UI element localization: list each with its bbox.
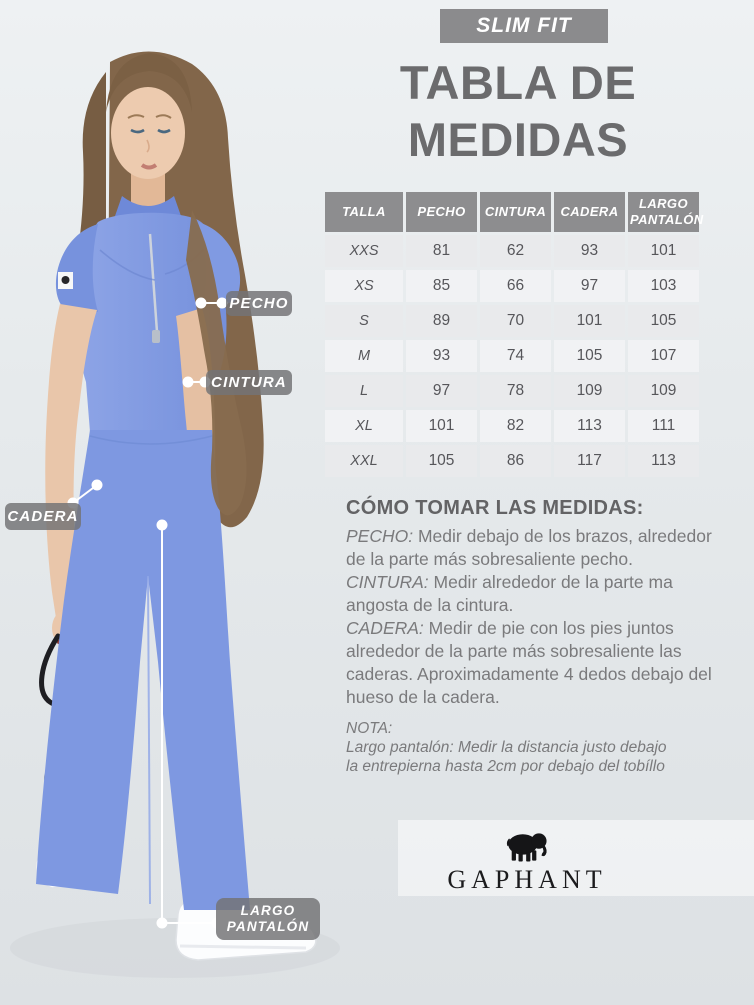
measure-tag-largo-line1: LARGO [240, 903, 296, 918]
size-table-header-row [325, 192, 699, 232]
col-header-talla: TALLA [325, 192, 403, 232]
value-cell: 113 [554, 410, 625, 442]
size-cell: XXL [325, 445, 403, 477]
instructions-heading: CÓMO TOMAR LAS MEDIDAS: [346, 497, 644, 519]
instruction-cadera [346, 617, 726, 709]
value-cell: 81 [406, 235, 477, 267]
value-cell: 101 [554, 305, 625, 337]
size-row-xxs [325, 235, 699, 267]
size-cell: L [325, 375, 403, 407]
value-cell: 66 [480, 270, 551, 302]
value-cell: 101 [628, 235, 699, 267]
value-cell: 70 [480, 305, 551, 337]
value-cell: 89 [406, 305, 477, 337]
size-table-body [325, 235, 699, 477]
size-table [322, 189, 702, 480]
note-line2: la entrepierna hasta 2cm por debajo del tobíllo [346, 758, 665, 775]
col-header-pecho: PECHO [406, 192, 477, 232]
value-cell: 105 [554, 340, 625, 372]
note-line1: Largo pantalón: Medir la distancia justo debajo [346, 739, 667, 756]
value-cell: 85 [406, 270, 477, 302]
value-cell: 82 [480, 410, 551, 442]
measuring-instructions [346, 497, 726, 776]
value-cell: 117 [554, 445, 625, 477]
instruction-pecho [346, 525, 726, 571]
value-cell: 109 [554, 375, 625, 407]
value-cell: 93 [406, 340, 477, 372]
page-title-line1: TABLA DE [399, 56, 637, 109]
value-cell: 74 [480, 340, 551, 372]
size-row-s [325, 305, 699, 337]
elephant-icon [499, 830, 555, 864]
value-cell: 105 [406, 445, 477, 477]
page-title [332, 54, 704, 168]
measure-tag-pecho: PECHO [226, 291, 292, 316]
instruction-term: CINTURA: [346, 572, 429, 592]
size-row-xxl [325, 445, 699, 477]
note-label: NOTA: [346, 720, 393, 737]
size-cell: S [325, 305, 403, 337]
value-cell: 105 [628, 305, 699, 337]
page-title-line2: MEDIDAS [407, 113, 629, 166]
brand-name: GAPHANT [447, 865, 607, 894]
value-cell: 111 [628, 410, 699, 442]
value-cell: 107 [628, 340, 699, 372]
instruction-text: Medir alrededor de la parte ma angosta de la cintura. [346, 572, 673, 615]
size-row-m [325, 340, 699, 372]
value-cell: 101 [406, 410, 477, 442]
value-cell: 113 [628, 445, 699, 477]
value-cell: 86 [480, 445, 551, 477]
value-cell: 62 [480, 235, 551, 267]
note [346, 719, 726, 776]
instruction-text: Medir de pie con los pies juntos alrededor de la parte más sobresaliente las caderas. Aproximadamente 4 dedos debajo del hueso de la cadera. [346, 618, 712, 707]
measure-tag-cadera: CADERA [5, 503, 81, 530]
instruction-cintura [346, 571, 726, 617]
size-row-xs [325, 270, 699, 302]
size-cell: M [325, 340, 403, 372]
size-cell: XS [325, 270, 403, 302]
measure-tag-largo-line2: PANTALÓN [226, 919, 310, 934]
col-header-cadera: CADERA [554, 192, 625, 232]
size-cell: XL [325, 410, 403, 442]
fit-badge: SLIM FIT [440, 9, 608, 43]
value-cell: 103 [628, 270, 699, 302]
col-header-cintura: CINTURA [480, 192, 551, 232]
value-cell: 78 [480, 375, 551, 407]
size-cell: XXS [325, 235, 403, 267]
size-row-l [325, 375, 699, 407]
measure-tag-cintura: CINTURA [206, 370, 292, 395]
value-cell: 97 [406, 375, 477, 407]
value-cell: 109 [628, 375, 699, 407]
size-row-xl [325, 410, 699, 442]
value-cell: 97 [554, 270, 625, 302]
instruction-term: CADERA: [346, 618, 424, 638]
col-header-largo-pantalon: LARGO PANTALÓN [628, 192, 699, 232]
brand-logo [428, 830, 626, 895]
instruction-term: PECHO: [346, 526, 414, 546]
measure-tag-largo-pantalon [216, 898, 320, 940]
value-cell: 93 [554, 235, 625, 267]
instruction-text: Medir debajo de los brazos, alrededor de la parte más sobresaliente pecho. [346, 526, 712, 569]
